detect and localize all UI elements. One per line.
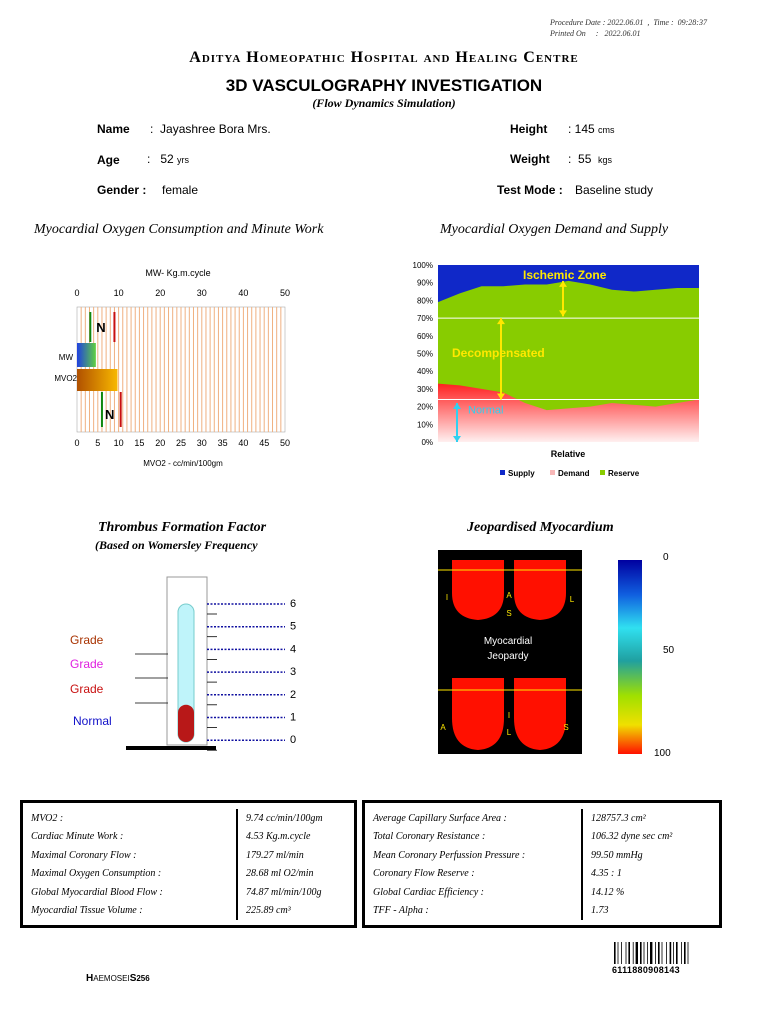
barcode-number: 6111880908143 bbox=[612, 965, 680, 975]
thrombus-scale-label: 6 bbox=[290, 598, 297, 610]
barcode-bar bbox=[681, 942, 682, 964]
mvo2-top-tick: 30 bbox=[196, 288, 207, 298]
barcode-bar bbox=[684, 942, 686, 964]
mvo2-bottom-tick: 50 bbox=[279, 438, 291, 448]
height-label: Height bbox=[510, 122, 548, 136]
barcode-bar bbox=[621, 942, 622, 964]
jeopardy-letter-top-1: I bbox=[445, 593, 449, 602]
barcode-bar bbox=[688, 942, 689, 964]
barcode-bar bbox=[644, 942, 645, 964]
mvo2-bottom-tick: 30 bbox=[196, 438, 207, 448]
barcode-bar bbox=[640, 942, 642, 964]
legend-swatch-supply bbox=[500, 470, 505, 475]
results-label: Myocardial Tissue Volume : bbox=[23, 902, 237, 921]
barcode-bar bbox=[666, 942, 667, 964]
results-row bbox=[365, 883, 719, 902]
mvo2-categories bbox=[54, 353, 77, 383]
demand-y-tick: 30% bbox=[416, 384, 433, 394]
weight-unit: kgs bbox=[598, 155, 613, 165]
results-label: Maximal Oxygen Consumption : bbox=[23, 865, 237, 884]
thrombus-grades bbox=[70, 633, 168, 728]
ischemic-zone-label: Ischemic Zone bbox=[523, 268, 607, 283]
thrombus-chart bbox=[60, 572, 350, 752]
mw-bar bbox=[77, 343, 96, 367]
mvo2-bottom-axis bbox=[74, 438, 290, 448]
mvo2-top-axis bbox=[74, 288, 290, 298]
barcode-bar bbox=[655, 942, 656, 964]
demand-y-tick: 60% bbox=[416, 331, 433, 341]
demand-y-tick: 100% bbox=[412, 261, 433, 270]
normal-zone-label: Normal bbox=[468, 404, 504, 417]
barcode-bar bbox=[628, 942, 630, 964]
gender-label: Gender : bbox=[97, 183, 147, 197]
results-row bbox=[23, 809, 354, 828]
demand-y-tick: 50% bbox=[416, 349, 433, 359]
thrombus-scale-label: 3 bbox=[290, 666, 297, 679]
jeopardy-title: Jeopardised Myocardium bbox=[467, 520, 614, 535]
procedure-date-label: Procedure Date : bbox=[550, 18, 608, 27]
results-value: 74.87 ml/min/100g bbox=[246, 886, 322, 898]
results-value: 9.74 cc/min/100gm bbox=[246, 812, 323, 824]
results-row bbox=[365, 902, 719, 921]
results-row bbox=[365, 865, 719, 884]
thrombus-scale-label: 0 bbox=[290, 734, 297, 747]
barcode-bar bbox=[626, 942, 627, 964]
jeopardy-center-line2: Jeopardy bbox=[487, 651, 529, 662]
results-label: Total Coronary Resistance : bbox=[365, 828, 582, 847]
thrombus-grade-label: Grade bbox=[70, 682, 104, 696]
mvo2-bottom-tick: 45 bbox=[259, 438, 270, 448]
age-label: Age bbox=[97, 153, 120, 167]
jeopardy-letter-top-3: S bbox=[506, 609, 512, 618]
name-value: : Jayashree Bora Mrs. bbox=[150, 122, 271, 136]
results-value: 4.53 Kg.m.cycle bbox=[246, 831, 311, 843]
demand-xlabel: Relative bbox=[550, 449, 586, 459]
jeopardy-letter-top-4: L bbox=[569, 595, 575, 604]
results-right-grid bbox=[365, 809, 719, 920]
mvo2-normal-label: N bbox=[104, 407, 115, 422]
results-row bbox=[365, 809, 719, 828]
results-row bbox=[23, 865, 354, 884]
patient-age: 52 bbox=[160, 152, 174, 166]
heart-top-left bbox=[452, 560, 504, 620]
barcode-bar bbox=[650, 942, 652, 964]
mvo2-bottom-tick: 40 bbox=[238, 438, 249, 448]
patient-name: Jayashree Bora Mrs. bbox=[160, 122, 271, 136]
barcode-bar bbox=[633, 942, 634, 964]
results-table-right bbox=[362, 800, 722, 928]
time-label: Time : bbox=[653, 18, 674, 27]
thrombus-grade-label: Grade bbox=[70, 633, 104, 647]
age-unit: yrs bbox=[177, 155, 190, 165]
results-row bbox=[23, 828, 354, 847]
page-subtitle: (Flow Dynamics Simulation) bbox=[312, 96, 456, 110]
mvo2-section-title: Myocardial Oxygen Consumption and Minute Work bbox=[34, 222, 324, 237]
mvo2-bottom-tick: 25 bbox=[175, 438, 187, 448]
logo-h: H bbox=[86, 973, 94, 984]
results-label: Global Myocardial Blood Flow : bbox=[23, 883, 237, 902]
legend-swatch-demand bbox=[550, 470, 555, 475]
barcode-bar bbox=[676, 942, 678, 964]
barcode-bar bbox=[658, 942, 660, 964]
height-unit: cms bbox=[598, 125, 615, 135]
barcode-bar bbox=[618, 942, 619, 964]
demand-y-tick: 0% bbox=[421, 438, 433, 447]
barcode-bar bbox=[636, 942, 638, 964]
results-value: 106.32 dyne sec cm² bbox=[591, 831, 673, 843]
logo-mid: AEMOSEI bbox=[93, 974, 130, 983]
thrombus-grade-label: Grade bbox=[70, 657, 104, 671]
page-title: 3D VASCULOGRAPHY INVESTIGATION bbox=[225, 76, 543, 95]
mvo2-chart-title: MW- Kg.m.cycle bbox=[145, 268, 211, 278]
jeopardy-scale-50: 50 bbox=[663, 645, 675, 656]
thrombus-title: Thrombus Formation Factor bbox=[98, 520, 267, 535]
procedure-date: 2022.06.01 bbox=[607, 18, 644, 27]
demand-y-tick: 10% bbox=[416, 420, 433, 430]
thrombus-level-fill bbox=[178, 705, 194, 742]
printed-meta: Printed On : 2022.06.01 bbox=[550, 29, 641, 38]
mvo2-top-tick: 50 bbox=[279, 288, 291, 298]
mvo2-top-tick: 20 bbox=[155, 288, 166, 298]
results-row bbox=[23, 902, 354, 921]
results-row bbox=[365, 828, 719, 847]
heart-bottom-right bbox=[514, 678, 569, 750]
mvo2-chart bbox=[40, 262, 310, 472]
barcode-bar bbox=[647, 942, 648, 964]
legend-label-supply: Supply bbox=[508, 469, 535, 478]
demand-y-axis bbox=[413, 261, 433, 447]
printed-label: Printed On bbox=[550, 29, 586, 38]
results-left-grid bbox=[23, 809, 354, 920]
thrombus-scale-label: 2 bbox=[290, 688, 297, 701]
results-value: 128757.3 cm² bbox=[591, 812, 646, 824]
testmode-label: Test Mode : bbox=[497, 183, 563, 197]
results-value: 4.35 : 1 bbox=[591, 868, 622, 880]
mvo2-bottom-tick: 5 bbox=[95, 438, 101, 448]
mvo2-xlabel: MVO2 - cc/min/100gm bbox=[143, 459, 223, 468]
results-value: 179.27 ml/min bbox=[246, 849, 304, 861]
thrombus-scale bbox=[207, 598, 296, 750]
results-label: Global Cardiac Efficiency : bbox=[365, 883, 582, 902]
jeopardy-letter-bottom-4: S bbox=[563, 723, 569, 732]
procedure-time: 09:28:37 bbox=[677, 18, 707, 27]
gender-value: female bbox=[162, 183, 199, 197]
weight-label: Weight bbox=[510, 152, 550, 166]
demand-y-tick: 20% bbox=[416, 402, 433, 412]
hospital-name: Aditya Homeopathic Hospital and Healing Centre bbox=[189, 49, 579, 66]
barcode bbox=[612, 942, 692, 966]
printed-date: 2022.06.01 bbox=[604, 29, 641, 38]
demand-y-tick: 90% bbox=[416, 278, 433, 288]
demand-chart bbox=[400, 258, 710, 483]
results-value: 28.68 ml O2/min bbox=[246, 868, 314, 880]
demand-y-tick: 40% bbox=[416, 367, 433, 377]
logo-num: 256 bbox=[136, 974, 150, 983]
demand-y-tick: 70% bbox=[416, 314, 433, 324]
mvo2-top-tick: 0 bbox=[74, 288, 80, 298]
mvo2-category-label: MVO2 bbox=[54, 374, 77, 383]
logo-s: S bbox=[129, 973, 137, 984]
mw-normal-label: N bbox=[96, 320, 106, 335]
results-table-left bbox=[20, 800, 357, 928]
mvo2-top-tick: 10 bbox=[113, 288, 124, 298]
mvo2-bottom-tick: 10 bbox=[113, 438, 124, 448]
mvo2-bar bbox=[77, 369, 118, 391]
results-row bbox=[23, 883, 354, 902]
age-value: : 52 yrs bbox=[147, 152, 190, 166]
legend-label-reserve: Reserve bbox=[608, 469, 640, 478]
demand-y-tick: 80% bbox=[416, 296, 433, 306]
results-row bbox=[365, 846, 719, 865]
thrombus-grade-label: Normal bbox=[73, 714, 112, 728]
legend-label-demand: Demand bbox=[558, 469, 590, 478]
barcode-bars bbox=[614, 942, 688, 964]
thrombus-scale-label: 1 bbox=[290, 711, 297, 724]
results-row bbox=[23, 846, 354, 865]
results-label: Average Capillary Surface Area : bbox=[365, 809, 582, 828]
patient-weight: 55 bbox=[578, 152, 592, 166]
results-label: Coronary Flow Reserve : bbox=[365, 865, 582, 884]
results-label: MVO2 : bbox=[23, 809, 237, 828]
jeopardy-letter-bottom-1: A bbox=[440, 723, 446, 732]
thrombus-scale-label: 4 bbox=[290, 643, 297, 656]
thrombus-scale-label: 5 bbox=[290, 620, 297, 633]
name-label: Name bbox=[97, 122, 130, 136]
weight-value: : 55 kgs bbox=[568, 152, 613, 166]
mw-category-label: MW bbox=[58, 353, 73, 362]
results-label: Mean Coronary Perfussion Pressure : bbox=[365, 846, 582, 865]
jeopardy-letter-top-2: A bbox=[506, 591, 512, 600]
results-label: Maximal Coronary Flow : bbox=[23, 846, 237, 865]
barcode-bar bbox=[614, 942, 616, 964]
demand-legend bbox=[500, 469, 640, 478]
jeopardy-scale-0: 0 bbox=[663, 552, 669, 563]
height-value: : 145 cms bbox=[568, 122, 615, 136]
results-value: 225.89 cm³ bbox=[246, 905, 291, 917]
mvo2-top-tick: 40 bbox=[238, 288, 249, 298]
heart-bottom-left bbox=[452, 678, 504, 750]
jeopardy-center-line1: Myocardial bbox=[483, 636, 533, 647]
results-value: 1.73 bbox=[591, 905, 609, 917]
mvo2-bottom-tick: 0 bbox=[74, 438, 80, 448]
legend-swatch-reserve bbox=[600, 470, 605, 475]
jeopardy-scale-100: 100 bbox=[654, 748, 671, 759]
mvo2-bottom-tick: 15 bbox=[134, 438, 145, 448]
results-value: 99.50 mmHg bbox=[591, 849, 643, 861]
results-label: Cardiac Minute Work : bbox=[23, 828, 237, 847]
testmode-value: Baseline study bbox=[575, 183, 654, 197]
jeopardy-chart bbox=[436, 548, 696, 762]
results-label: TFF - Alpha : bbox=[365, 902, 582, 921]
thrombus-base bbox=[126, 746, 216, 750]
barcode-bar bbox=[662, 942, 663, 964]
jeopardy-letter-bottom-3: L bbox=[506, 728, 512, 737]
footer-logo bbox=[86, 973, 150, 984]
mvo2-bottom-tick: 20 bbox=[155, 438, 166, 448]
results-value: 14.12 % bbox=[591, 886, 625, 898]
jeopardy-color-scale bbox=[618, 560, 642, 754]
patient-height: 145 bbox=[574, 122, 595, 136]
jeopardy-letter-bottom-2: I bbox=[507, 711, 511, 720]
heart-top-right bbox=[514, 560, 566, 620]
barcode-bar bbox=[673, 942, 674, 964]
barcode-bar bbox=[670, 942, 672, 964]
mvo2-bottom-tick: 35 bbox=[217, 438, 228, 448]
decompensated-label: Decompensated bbox=[452, 346, 545, 361]
demand-section-title: Myocardial Oxygen Demand and Supply bbox=[440, 222, 669, 237]
procedure-meta: Procedure Date : 2022.06.01 , Time : 09:28:37 bbox=[550, 18, 707, 27]
thrombus-subtitle: (Based on Womersley Frequency bbox=[95, 538, 258, 552]
